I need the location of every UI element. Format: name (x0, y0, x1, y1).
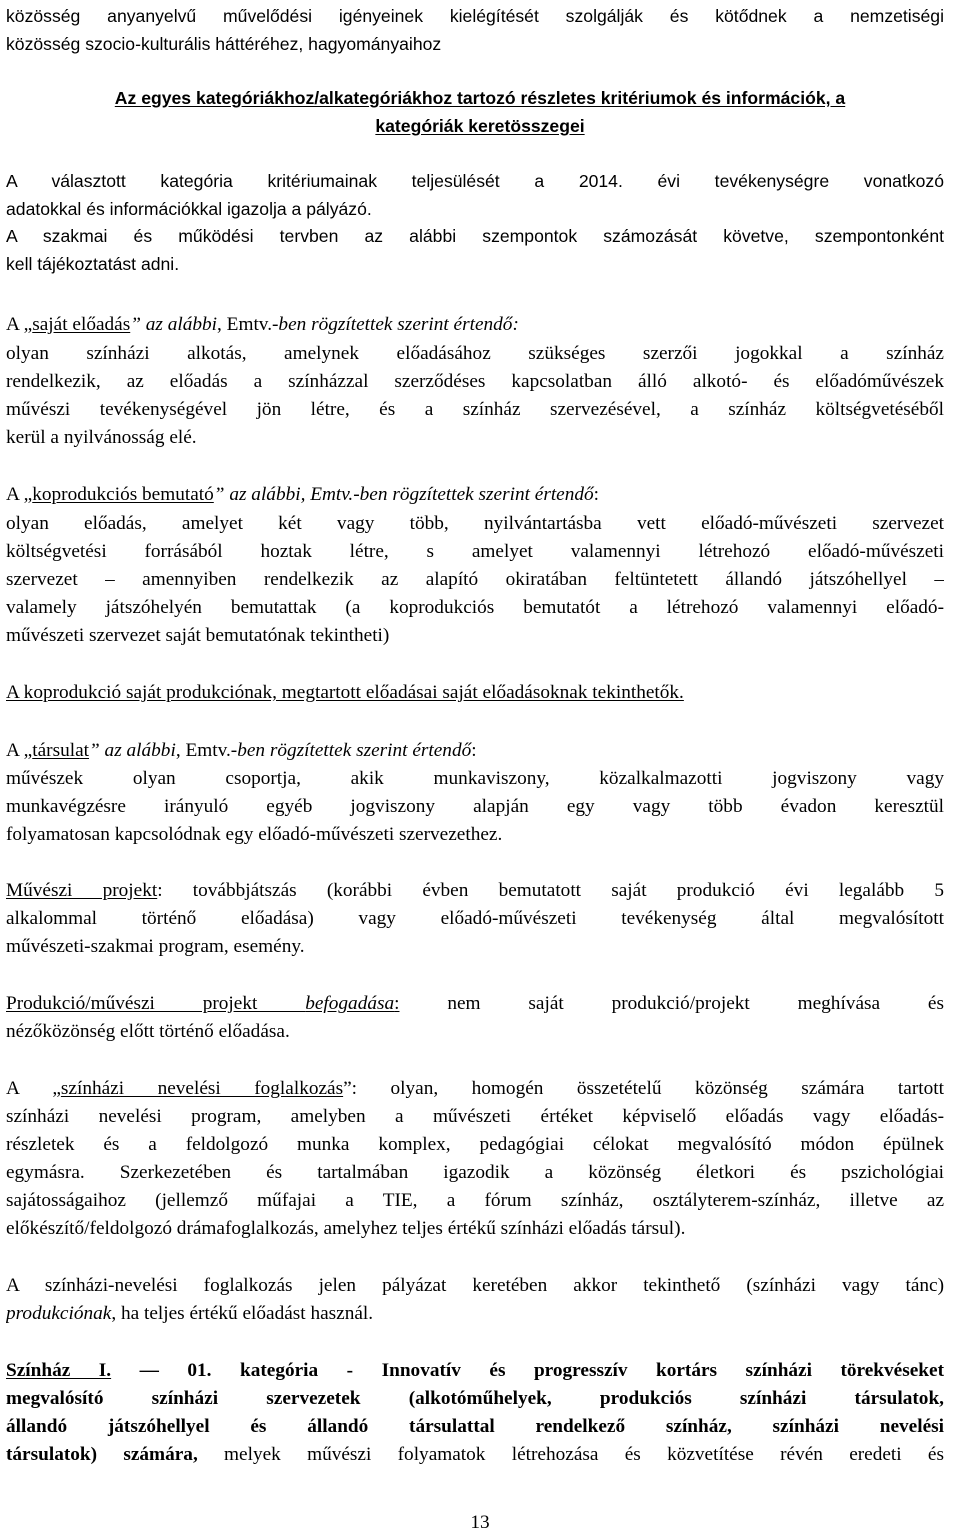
text-line (6, 877, 944, 905)
text-line: közösség anyanyelvű művelődési igényeinek kielégítését szolgálják és kötődnek a nemzetiségi (6, 6, 944, 26)
text-segment: színházi nevelési foglalkozás (60, 1078, 344, 1099)
text-line: egymásra. Szerkezetében és tartalmában igazodik a közönség életkori és pszichológiai (6, 1162, 944, 1183)
text-segment: , Emtv. (217, 314, 273, 335)
text-segment: koprodukciós bemutató (32, 484, 214, 505)
text-segment: : (471, 740, 477, 761)
text-segment: A „ (6, 1078, 61, 1099)
text-line: sajátosságaihoz (jellemző műfajai a TIE, a fórum színház, osztályterem-színház, illetve az (6, 1190, 944, 1211)
text-line: közösség szocio-kulturális háttéréhez, hagyományaihoz (6, 34, 442, 54)
text-line: A színházi-nevelési foglalkozás jelen pályázat keretében akkor tekinthető (színházi vagy tánc) (6, 1275, 944, 1296)
text-segment: Művészi projekt (6, 880, 158, 901)
text-line: művészeti szervezet saját bemutatónak tekintheti) (6, 625, 390, 646)
text-segment: ” az alábbi (130, 314, 218, 335)
text-line (6, 990, 944, 1018)
text-line: művészeti-szakmai program, esemény. (6, 936, 305, 957)
text-segment: : (593, 484, 600, 505)
text-line: Az egyes kategóriákhoz/alkategóriákhoz tartozó részletes kritériumok és információk, a (114, 88, 846, 108)
text-line (6, 1441, 944, 1469)
text-line: rendelkezik, az előadás a színházzal szerződéses kapcsolatban álló alkotó- és előadóművészek (6, 371, 944, 392)
text-line (6, 1357, 944, 1385)
text-segment: ” az alábbi (89, 740, 176, 761)
text-segment: saját előadás (32, 314, 131, 335)
text-line (6, 737, 944, 765)
text-line: kategóriák keretösszegei (375, 116, 585, 136)
text-line: olyan előadás, amelyet két vagy több, nyilvántartásba vett előadó-művészeti szervezet (6, 513, 944, 534)
text-segment: befogadása (305, 993, 395, 1014)
text-line: olyan színházi alkotás, amelynek előadásához szükséges szerzői jogokkal a színház (6, 343, 944, 364)
text-line (6, 1075, 944, 1103)
text-segment: -ben rögzítettek szerint értendő (353, 484, 594, 505)
text-segment: -ben rögzítettek szerint értendő (230, 740, 472, 761)
text-line: művészek olyan csoportja, akik munkaviszony, közalkalmazotti jogviszony vagy (6, 768, 944, 789)
text-line: színházi nevelési program, amelyben a művészeti értéket képviselő előadás vagy előadás- (6, 1106, 944, 1127)
text-line: művészi tevékenységével jön létre, és a színház szervezésével, a színház költségvetéséből (6, 399, 944, 420)
text-line: kerül a nyilvánosság elé. (6, 427, 197, 448)
text-line: alkalommal történő előadása) vagy előadó-művészeti tevékenység által megvalósított (6, 908, 944, 929)
text-line: folyamatosan kapcsolódnak egy előadó-művészeti szervezethez. (6, 824, 503, 845)
text-line: részletek és a feldolgozó munka komplex, pedagógiai célokat megvalósító módon épülnek (6, 1134, 944, 1155)
text-segment: A „ (6, 740, 33, 761)
text-segment: -ben rögzítettek szerint értendő: (272, 314, 519, 335)
text-line: A koprodukció saját produkciónak, megtartott előadásai saját előadásoknak tekinthetők. (6, 682, 684, 703)
text-segment: ” az alábbi, Emtv. (213, 484, 354, 505)
text-line: A választott kategória kritériumainak teljesülését a 2014. évi tevékenységre vonatkozó (6, 171, 944, 191)
text-segment: A „ (6, 484, 33, 505)
text-segment: Produkció/művészi projekt (6, 993, 306, 1014)
text-line: előkészítő/feldolgozó drámafoglalkozás, amelyhez teljes értékű színházi előadás társul). (6, 1218, 686, 1239)
text-line: nézőközönség előtt történő előadása. (6, 1021, 290, 1042)
text-segment: melyek művészi folyamatok létrehozása és közvetítése révén eredeti és (197, 1444, 944, 1465)
text-line: munkavégzésre irányuló egyéb jogviszony alapján egy vagy több évadon keresztül (6, 796, 944, 817)
text-line: A szakmai és működési tervben az alábbi szempontok számozását követve, szempontonként (6, 226, 944, 246)
text-line (6, 311, 944, 339)
text-segment: : továbbjátszás (korábbi évben bemutatott saját produkció évi legalább 5 (157, 880, 944, 901)
text-line: kell tájékoztatást adni. (6, 254, 180, 274)
text-segment: , ha teljes értékű előadást használ. (111, 1303, 374, 1324)
text-segment: — 01. kategória - Innovatív és progresszív kortárs színházi törekvéseket (111, 1360, 944, 1381)
text-line: valamely játszóhelyén bemutattak (a koprodukciós bemutatót a létrehozó valamennyi előadó- (6, 597, 944, 618)
text-line (6, 1300, 944, 1328)
text-segment: A „ (6, 314, 33, 335)
text-segment: társulat (32, 740, 90, 761)
text-line (6, 481, 944, 509)
text-segment: : (394, 993, 400, 1014)
text-segment: nem saját produkció/projekt meghívása és (399, 993, 944, 1014)
text-segment: társulatok) számára, (6, 1444, 198, 1465)
text-line: állandó játszóhellyel és állandó társulattal rendelkező színház, színházi nevelési (6, 1416, 944, 1437)
text-line: adatokkal és információkkal igazolja a pályázó. (6, 199, 372, 219)
text-line: megvalósító színházi szervezetek (alkotóműhelyek, produkciós színházi társulatok, (6, 1388, 944, 1409)
page-number: 13 (470, 1512, 490, 1533)
text-segment: produkciónak (6, 1303, 112, 1324)
text-line: szervezet – amennyiben rendelkezik az alapító okiratában feltüntetett állandó játszóhellyel – (6, 569, 944, 590)
text-segment: ”: olyan, homogén összetételű közönség számára tartott (343, 1078, 944, 1099)
text-segment: Színház I. (6, 1360, 112, 1381)
text-line: költségvetési forrásából hoztak létre, s amelyet valamennyi létrehozó előadó-művészeti (6, 541, 944, 562)
text-segment: , Emtv. (175, 740, 231, 761)
